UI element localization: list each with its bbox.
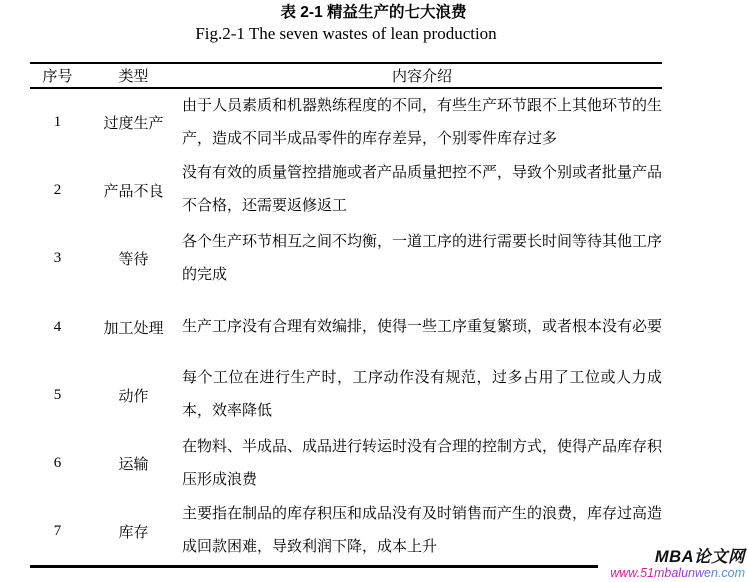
row-number: 4: [53, 318, 62, 335]
row-type: 动作: [118, 388, 149, 405]
table-row: [30, 361, 662, 429]
seven-wastes-table: [30, 62, 662, 568]
table-caption-zh: 表 2-1 精益生产的七大浪费: [280, 4, 467, 21]
table-row: [30, 498, 662, 566]
row-number: 1: [53, 114, 62, 131]
column-header-desc: 内容介绍: [391, 69, 452, 85]
row-number: 7: [53, 522, 62, 539]
row-number: 6: [53, 455, 62, 472]
figure-caption-en: Fig.2-1 The seven wastes of lean production: [195, 24, 497, 43]
row-type: 运输: [118, 457, 149, 474]
row-description: 各个生产环节相互之间不均衡，一道工序的进行需要长时间等待其他工序的完成: [182, 233, 663, 283]
row-description: 每个工位在进行生产时，工序动作没有规范，过多占用了工位或人力成本，效率降低: [182, 370, 662, 420]
watermark: [598, 546, 747, 581]
row-description: 没有有效的质量管控措施或者产品质量把控不严，导致个别或者批量产品不合格，还需要返修返工: [182, 165, 663, 215]
watermark-site-url: www.51mbalunwen.com: [610, 566, 745, 580]
row-type: 库存: [118, 524, 149, 541]
table-row: [30, 156, 662, 224]
table-row: [30, 429, 662, 497]
row-type: 过度生产: [103, 116, 164, 133]
table-header-row: [30, 63, 662, 88]
row-number: 2: [53, 181, 62, 198]
row-description: 由于人员素质和机器熟练程度的不同，有些生产环节跟不上其他环节的生产，造成不同半成品零件的库存差异，个别零件库存过多: [182, 97, 663, 147]
table-row: [30, 88, 662, 156]
table-row: [30, 293, 662, 361]
column-header-no: 序号: [42, 69, 73, 85]
watermark-site-name: MBA论文网: [654, 548, 745, 566]
table-row: [30, 225, 662, 293]
row-type: 产品不良: [103, 183, 164, 200]
row-description: 主要指在制品的库存积压和成品没有及时销售而产生的浪费，库存过高造成回款困难，导致利润下降，成本上升: [182, 506, 663, 556]
row-type: 等待: [118, 252, 149, 269]
column-header-type: 类型: [118, 69, 149, 85]
row-description: 生产工序没有合理有效编排，使得一些工序重复繁琐，或者根本没有必要: [182, 318, 663, 335]
row-number: 3: [53, 250, 62, 267]
row-type: 加工处理: [103, 320, 164, 337]
row-description: 在物料、半成品、成品进行转运时没有合理的控制方式，使得产品库存积压形成浪费: [182, 438, 663, 488]
row-number: 5: [53, 386, 62, 403]
